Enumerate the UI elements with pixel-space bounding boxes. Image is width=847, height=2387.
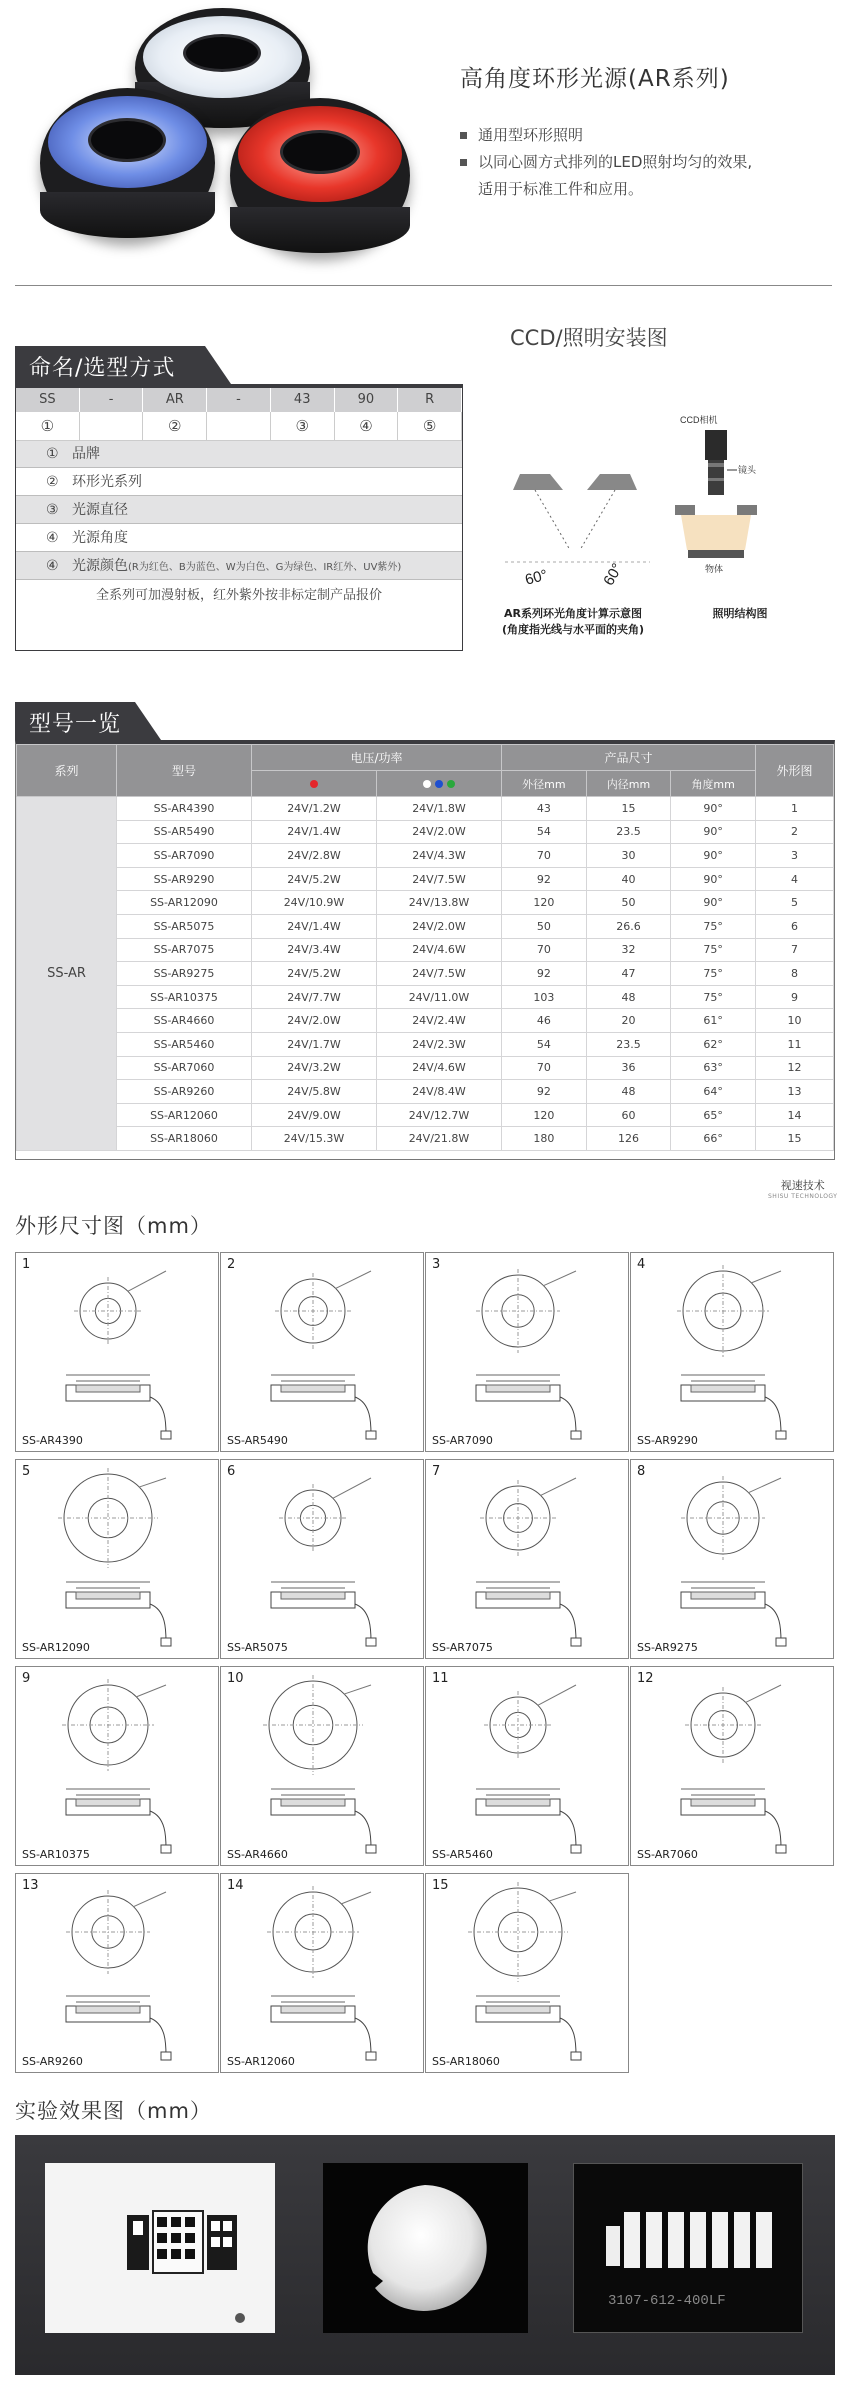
ring-light-drawing: [426, 1460, 630, 1660]
table-cell: 15: [586, 797, 671, 821]
divider: [15, 285, 832, 286]
table-row: [17, 985, 834, 1009]
drawing-number: 15: [432, 1878, 449, 1893]
angle-diagram-caption: AR系列环光角度计算示意图 (角度指光线与水平面的夹角): [501, 607, 645, 636]
table-row: [17, 1056, 834, 1080]
drawing-number: 7: [432, 1464, 441, 1479]
table-cell: 24V/2.0W: [252, 1009, 377, 1033]
dimension-drawing: [220, 1666, 424, 1866]
header-model: 型号: [117, 745, 252, 797]
naming-code-row: [16, 388, 462, 412]
dimension-drawing: [425, 1873, 629, 2073]
ring-lights-product-image: [30, 8, 410, 263]
table-cell: 24V/1.4W: [252, 914, 377, 938]
table-cell: SS-AR5460: [117, 1032, 252, 1056]
table-cell: 24V/2.4W: [377, 1009, 502, 1033]
table-cell: 12: [756, 1056, 834, 1080]
table-cell: 14: [756, 1103, 834, 1127]
table-cell: 24V/5.8W: [252, 1080, 377, 1104]
header-voltage: 电压/功率: [252, 745, 502, 771]
structure-diagram-caption: 照明结构图: [712, 607, 768, 620]
naming-table: [15, 384, 463, 651]
dimension-drawing: [630, 1666, 834, 1866]
dimension-drawing: [15, 1666, 219, 1866]
ring-light-drawing: [16, 1667, 220, 1867]
table-row: [17, 820, 834, 844]
naming-legend: [16, 440, 462, 580]
table-cell: 48: [586, 1080, 671, 1104]
drawing-number: 3: [432, 1257, 441, 1272]
drawing-model-label: SS-AR9290: [637, 1434, 698, 1447]
ring-light-drawing: [221, 1253, 425, 1453]
table-cell: 24V/3.4W: [252, 938, 377, 962]
table-cell: 54: [502, 1032, 587, 1056]
table-cell: 126: [586, 1127, 671, 1151]
number-cell: ①: [16, 412, 80, 441]
drawing-model-label: SS-AR10375: [22, 1848, 90, 1861]
bullet-square-icon: [460, 132, 467, 139]
effect-section-title: 实验效果图（mm）: [15, 2099, 212, 2123]
table-cell: 75°: [671, 914, 756, 938]
dimension-drawing: [220, 1873, 424, 2073]
table-cell: SS-AR12090: [117, 891, 252, 915]
header-red-dot: [252, 771, 377, 797]
naming-number-row: [16, 412, 462, 440]
drawing-model-label: SS-AR9275: [637, 1641, 698, 1654]
table-cell: 66°: [671, 1127, 756, 1151]
drawing-model-label: SS-AR7075: [432, 1641, 493, 1654]
table-row: [17, 1009, 834, 1033]
structure-diagram: [675, 414, 757, 574]
chip-marking-text: 3107-612-400LF: [608, 2293, 726, 2309]
table-cell: 3: [756, 844, 834, 868]
drawing-model-label: SS-AR9260: [22, 2055, 83, 2068]
table-cell: SS-AR7075: [117, 938, 252, 962]
drawing-number: 11: [432, 1671, 449, 1686]
code-cell: 43: [271, 388, 335, 412]
header-angle: 角度mm: [671, 771, 756, 797]
table-cell: SS-AR9290: [117, 867, 252, 891]
table-cell: 70: [502, 938, 587, 962]
code-cell: SS: [16, 388, 80, 412]
table-cell: 180: [502, 1127, 587, 1151]
white-dot-icon: [423, 780, 431, 788]
table-cell: 24V/5.2W: [252, 962, 377, 986]
table-row: [17, 867, 834, 891]
table-cell: 24V/2.0W: [377, 914, 502, 938]
drawing-number: 4: [637, 1257, 646, 1272]
drawing-model-label: SS-AR4390: [22, 1434, 83, 1447]
table-row: [17, 891, 834, 915]
red-dot-icon: [310, 780, 318, 788]
table-cell: 90°: [671, 844, 756, 868]
table-cell: 23.5: [586, 1032, 671, 1056]
naming-section-title: 命名/选型方式: [15, 346, 205, 384]
effect-image-chip: [573, 2163, 803, 2333]
models-table-wrapper: [15, 740, 835, 1160]
table-cell: 43: [502, 797, 587, 821]
table-cell: 20: [586, 1009, 671, 1033]
table-row: [17, 797, 834, 821]
drawing-number: 2: [227, 1257, 236, 1272]
table-cell: SS-AR9275: [117, 962, 252, 986]
table-cell: 75°: [671, 985, 756, 1009]
drawing-number: 10: [227, 1671, 244, 1686]
angle-left-label: 60°: [523, 566, 550, 589]
dimension-drawing: [220, 1459, 424, 1659]
code-cell: AR: [143, 388, 207, 412]
table-cell: 24V/13.8W: [377, 891, 502, 915]
table-cell: 47: [586, 962, 671, 986]
table-cell: 61°: [671, 1009, 756, 1033]
table-cell: 24V/2.3W: [377, 1032, 502, 1056]
drawing-model-label: SS-AR7090: [432, 1434, 493, 1447]
code-cell: -: [207, 388, 271, 412]
table-row: [17, 914, 834, 938]
table-cell: SS-AR7060: [117, 1056, 252, 1080]
drawing-model-label: SS-AR18060: [432, 2055, 500, 2068]
table-cell: 10: [756, 1009, 834, 1033]
drawing-number: 9: [22, 1671, 31, 1686]
lens-label: 镜头: [738, 465, 757, 475]
table-cell: 120: [502, 891, 587, 915]
drawing-model-label: SS-AR12060: [227, 2055, 295, 2068]
table-cell: SS-AR5075: [117, 914, 252, 938]
table-cell: 23.5: [586, 820, 671, 844]
feature-item-continued: 适用于标准工件和应用。: [478, 180, 644, 198]
ring-light-drawing: [426, 1874, 630, 2074]
table-cell: 50: [502, 914, 587, 938]
table-cell: 24V/1.7W: [252, 1032, 377, 1056]
blue-ring-light: [40, 88, 215, 238]
table-cell: 1: [756, 797, 834, 821]
legend-row: ② 环形光系列: [16, 468, 462, 496]
models-section-title: 型号一览: [15, 702, 135, 740]
ccd-install-diagram: [505, 400, 825, 605]
table-cell: SS-AR18060: [117, 1127, 252, 1151]
table-cell: 24V/7.7W: [252, 985, 377, 1009]
number-cell: ⑤: [398, 412, 462, 441]
dimension-drawing: [220, 1252, 424, 1452]
table-cell: 90°: [671, 891, 756, 915]
table-cell: 24V/4.3W: [377, 844, 502, 868]
ring-light-drawing: [221, 1667, 425, 1867]
code-cell: R: [398, 388, 462, 412]
table-cell: 24V/8.4W: [377, 1080, 502, 1104]
angle-right-label: 60°: [600, 560, 627, 589]
ring-light-drawing: [16, 1460, 220, 1660]
table-cell: 48: [586, 985, 671, 1009]
header-inner: 内径mm: [586, 771, 671, 797]
effect-image-connector: [45, 2163, 275, 2333]
object-label: 物体: [705, 564, 724, 574]
table-cell: 60: [586, 1103, 671, 1127]
angle-diagram: [505, 474, 650, 589]
legend-row: ④ 光源角度: [16, 524, 462, 552]
table-cell: 24V/4.6W: [377, 1056, 502, 1080]
table-row: [17, 1080, 834, 1104]
number-cell: ②: [143, 412, 207, 441]
table-cell: 32: [586, 938, 671, 962]
red-ring-light: [230, 98, 410, 253]
table-cell: 24V/1.4W: [252, 820, 377, 844]
table-cell: 24V/2.8W: [252, 844, 377, 868]
table-cell: 90°: [671, 867, 756, 891]
legend-row: ④ 光源颜色(R为红色、B为蓝色、W为白色、G为绿色、IR红外、UV紫外): [16, 552, 462, 580]
table-cell: 4: [756, 867, 834, 891]
table-cell: 24V/2.0W: [377, 820, 502, 844]
product-title: 高角度环形光源(AR系列): [460, 66, 730, 92]
table-cell: 24V/10.9W: [252, 891, 377, 915]
table-cell: 5: [756, 891, 834, 915]
table-cell: 64°: [671, 1080, 756, 1104]
table-cell: 24V/1.2W: [252, 797, 377, 821]
models-table-body: [17, 797, 834, 1151]
table-cell: 24V/1.8W: [377, 797, 502, 821]
table-cell: 62°: [671, 1032, 756, 1056]
number-cell: [207, 412, 271, 441]
table-cell: 30: [586, 844, 671, 868]
brand-logo: 视速技术 SHISU TECHNOLOGY: [768, 1179, 838, 1200]
table-cell: SS-AR4390: [117, 797, 252, 821]
dimension-drawing: [425, 1459, 629, 1659]
table-cell: 70: [502, 844, 587, 868]
drawing-number: 12: [637, 1671, 654, 1686]
dimension-drawing: [425, 1252, 629, 1452]
table-row: [17, 1032, 834, 1056]
table-cell: 24V/15.3W: [252, 1127, 377, 1151]
table-cell: 92: [502, 1080, 587, 1104]
table-cell: SS-AR4660: [117, 1009, 252, 1033]
table-cell: 24V/5.2W: [252, 867, 377, 891]
table-cell: 36: [586, 1056, 671, 1080]
table-cell: 26.6: [586, 914, 671, 938]
table-cell: 50: [586, 891, 671, 915]
table-cell: 24V/12.7W: [377, 1103, 502, 1127]
table-cell: 24V/7.5W: [377, 962, 502, 986]
dimension-drawing: [15, 1873, 219, 2073]
table-row: [17, 938, 834, 962]
drawing-number: 14: [227, 1878, 244, 1893]
legend-row: ① 品牌: [16, 440, 462, 468]
number-cell: [80, 412, 144, 441]
dimensions-section-title: 外形尺寸图（mm）: [15, 1214, 212, 1238]
ring-light-drawing: [221, 1460, 425, 1660]
drawing-number: 1: [22, 1257, 31, 1272]
series-cell: SS-AR: [17, 797, 117, 1151]
bullet-square-icon: [460, 159, 467, 166]
table-cell: 24V/11.0W: [377, 985, 502, 1009]
drawing-model-label: SS-AR4660: [227, 1848, 288, 1861]
table-cell: 8: [756, 962, 834, 986]
effect-image-disc: [323, 2163, 528, 2333]
table-cell: 70: [502, 1056, 587, 1080]
table-cell: 92: [502, 867, 587, 891]
ring-light-drawing: [426, 1667, 630, 1867]
header-series: 系列: [17, 745, 117, 797]
header-outer: 外径mm: [502, 771, 587, 797]
table-cell: 15: [756, 1127, 834, 1151]
green-dot-icon: [447, 780, 455, 788]
table-cell: 24V/21.8W: [377, 1127, 502, 1151]
models-table: [16, 744, 834, 1151]
number-cell: ④: [335, 412, 399, 441]
table-cell: 7: [756, 938, 834, 962]
table-cell: 90°: [671, 797, 756, 821]
table-cell: 63°: [671, 1056, 756, 1080]
table-cell: 2: [756, 820, 834, 844]
table-cell: 120: [502, 1103, 587, 1127]
table-cell: 75°: [671, 962, 756, 986]
header-shape: 外形图: [756, 745, 834, 797]
camera-label: CCD相机: [680, 415, 718, 425]
table-cell: 24V/9.0W: [252, 1103, 377, 1127]
table-cell: 65°: [671, 1103, 756, 1127]
table-cell: 103: [502, 985, 587, 1009]
table-cell: 46: [502, 1009, 587, 1033]
dimension-drawing: [15, 1252, 219, 1452]
table-row: [17, 1103, 834, 1127]
table-cell: 40: [586, 867, 671, 891]
ring-light-drawing: [16, 1874, 220, 2074]
ring-light-drawing: [221, 1874, 425, 2074]
naming-footnote: 全系列可加漫射板，红外紫外按非标定制产品报价: [95, 588, 382, 603]
ring-light-drawing: [631, 1460, 835, 1660]
table-cell: 90°: [671, 820, 756, 844]
code-cell: -: [80, 388, 144, 412]
table-cell: 92: [502, 962, 587, 986]
number-cell: ③: [271, 412, 335, 441]
code-cell: 90: [335, 388, 399, 412]
ring-light-drawing: [631, 1667, 835, 1867]
table-row: [17, 844, 834, 868]
ring-light-drawing: [16, 1253, 220, 1453]
table-cell: 9: [756, 985, 834, 1009]
hero-section: [0, 0, 847, 280]
table-cell: 24V/7.5W: [377, 867, 502, 891]
table-cell: SS-AR7090: [117, 844, 252, 868]
table-cell: 24V/3.2W: [252, 1056, 377, 1080]
table-cell: 11: [756, 1032, 834, 1056]
feature-item: 通用型环形照明: [460, 122, 752, 149]
table-cell: 13: [756, 1080, 834, 1104]
ring-light-drawing: [631, 1253, 835, 1453]
header-wbg-dots: [377, 771, 502, 797]
feature-item: 以同心圆方式排列的LED照射均匀的效果,: [460, 149, 752, 176]
drawing-model-label: SS-AR5460: [432, 1848, 493, 1861]
table-cell: SS-AR12060: [117, 1103, 252, 1127]
legend-row: ③ 光源直径: [16, 496, 462, 524]
table-row: [17, 962, 834, 986]
table-cell: 6: [756, 914, 834, 938]
drawing-number: 13: [22, 1878, 39, 1893]
table-row: [17, 1127, 834, 1151]
feature-list: [460, 122, 752, 203]
ccd-section-title: CCD/照明安装图: [510, 326, 668, 350]
table-cell: 54: [502, 820, 587, 844]
drawing-model-label: SS-AR5490: [227, 1434, 288, 1447]
drawing-number: 6: [227, 1464, 236, 1479]
drawing-model-label: SS-AR7060: [637, 1848, 698, 1861]
ring-light-drawing: [426, 1253, 630, 1453]
drawing-model-label: SS-AR5075: [227, 1641, 288, 1654]
table-cell: SS-AR9260: [117, 1080, 252, 1104]
dimension-drawing: [630, 1252, 834, 1452]
drawing-model-label: SS-AR12090: [22, 1641, 90, 1654]
dimension-drawing: [425, 1666, 629, 1866]
table-cell: SS-AR10375: [117, 985, 252, 1009]
table-cell: 75°: [671, 938, 756, 962]
dimension-drawing: [630, 1459, 834, 1659]
drawing-number: 8: [637, 1464, 646, 1479]
dimension-drawing: [15, 1459, 219, 1659]
table-cell: SS-AR5490: [117, 820, 252, 844]
blue-dot-icon: [435, 780, 443, 788]
header-size: 产品尺寸: [502, 745, 756, 771]
drawing-number: 5: [22, 1464, 31, 1479]
table-cell: 24V/4.6W: [377, 938, 502, 962]
